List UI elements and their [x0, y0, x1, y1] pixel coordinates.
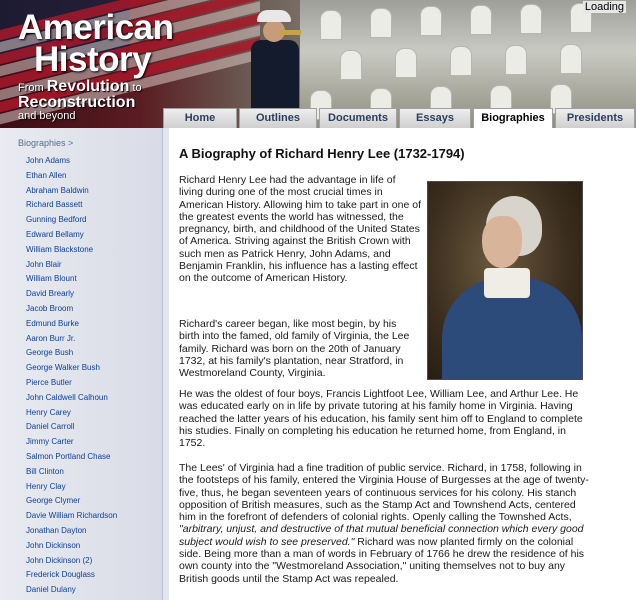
sidebar-item-gunning-bedford[interactable]: Gunning Bedford: [26, 215, 87, 225]
sidebar-item-george-bush[interactable]: George Bush: [26, 348, 74, 358]
tab-documents[interactable]: Documents: [319, 108, 397, 128]
richard-henry-lee-portrait: [427, 181, 583, 380]
gravestone: [520, 4, 542, 34]
paragraph-intro: Richard Henry Lee had the advantage in life of living during one of the most crucial times in American History. Allowing him to take part in one of the greatest events the world has witnessed, the pregnancy, birth, and childhood of the United States of America. Striving against the British Crown with such men as Patrick Henry, John Adams, and Benjamin Franklin, his influence has a lasting effect on the outcome of American History.: [179, 174, 421, 285]
loading-indicator: Loading: [584, 1, 624, 13]
paragraph-public-service: [179, 462, 595, 585]
sidebar-item-frederick-douglass[interactable]: Frederick Douglass: [26, 570, 95, 580]
sidebar-item-george-clymer[interactable]: George Clymer: [26, 496, 81, 506]
sidebar-item-henry-carey[interactable]: Henry Carey: [26, 407, 71, 417]
gravestone: [420, 6, 442, 36]
paragraph-education: He was the oldest of four boys, Francis Lightfoot Lee, William Lee, and Arthur Lee. He was educated early on in life by private tutoring at his family home in Virginia. Having reached the latter years of his education, his family sent him off to England to complete his studies. Finally on completing his education he returned home, from England, in 1752.: [179, 388, 583, 450]
sidebar-item-john-dickinson[interactable]: John Dickinson: [26, 540, 81, 550]
sidebar-item-john-dickinson-2[interactable]: John Dickinson (2): [26, 555, 93, 565]
townshend-quote: "arbitrary, unjust, and destructive of that mutual beneficial connection which every good subject would wish to see preserved.": [179, 523, 584, 548]
sidebar-item-jacob-broom[interactable]: Jacob Broom: [26, 303, 74, 313]
sidebar-item-pierce-butler[interactable]: Pierce Butler: [26, 377, 72, 387]
site-title-line2: History: [34, 40, 152, 79]
sidebar-item-jimmy-carter[interactable]: Jimmy Carter: [26, 437, 74, 447]
sidebar-item-george-walker-bush[interactable]: George Walker Bush: [26, 363, 100, 373]
main-content: [163, 128, 636, 600]
paragraph-early-life: Richard's career began, like most begin, by his birth into the famed, old family of Virginia, the Lee family. Richard was born on the 20th of January 1732, at his family's plantation, near Stratford, in Westmoreland County, Virginia.: [179, 318, 410, 380]
gravestone: [505, 45, 527, 75]
sidebar-item-bill-clinton[interactable]: Bill Clinton: [26, 466, 64, 476]
subtitle-beyond: and beyond: [18, 110, 76, 122]
gravestone: [450, 46, 472, 76]
sidebar-item-david-brearly[interactable]: David Brearly: [26, 289, 75, 299]
sidebar-item-salmon-portland-chase[interactable]: Salmon Portland Chase: [26, 451, 111, 461]
subtitle-revolution: Revolution: [46, 78, 130, 95]
page-title: A Biography of Richard Henry Lee (1732-1794): [179, 146, 465, 161]
sidebar-item-ethan-allen[interactable]: Ethan Allen: [26, 170, 67, 180]
sidebar-item-john-adams[interactable]: John Adams: [26, 156, 71, 165]
tab-outlines[interactable]: Outlines: [239, 108, 317, 128]
sidebar-item-john-caldwell-calhoun[interactable]: John Caldwell Calhoun: [26, 392, 108, 402]
tab-home[interactable]: Home: [163, 108, 237, 128]
sidebar-item-richard-bassett[interactable]: Richard Bassett: [26, 200, 83, 210]
sidebar-item-william-blount[interactable]: William Blount: [26, 274, 77, 284]
portrait-face: [482, 216, 522, 268]
sidebar-item-henry-clay[interactable]: Henry Clay: [26, 481, 66, 491]
breadcrumb[interactable]: Biographies >: [18, 138, 74, 148]
biographies-sidebar: [0, 128, 163, 600]
subtitle-reconstruction: Reconstruction: [18, 94, 136, 111]
main-nav: [163, 108, 636, 128]
portrait-collar: [484, 268, 530, 298]
gravestone: [560, 44, 582, 74]
tab-essays[interactable]: Essays: [399, 108, 471, 128]
biography-list: [26, 154, 117, 598]
sidebar-item-aaron-burr[interactable]: Aaron Burr Jr.: [26, 333, 76, 343]
sidebar-item-john-blair[interactable]: John Blair: [26, 259, 62, 269]
sidebar-item-abraham-baldwin[interactable]: Abraham Baldwin: [26, 185, 89, 195]
sidebar-item-davie-william-richardson[interactable]: Davie William Richardson: [26, 511, 118, 521]
sidebar-item-daniel-dulany[interactable]: Daniel Dulany: [26, 585, 76, 595]
subtitle-from: From: [18, 82, 44, 94]
gravestone: [340, 50, 362, 80]
tab-biographies[interactable]: Biographies: [473, 108, 553, 130]
public-service-text-start: The Lees' of Virginia had a fine tradition of public service. Richard, in 1758, following in the footsteps of his family, entered the Virginia House of Burgesses at the age of twenty-five, thus, he began seventeen years of continuous services for his colony. His stanch opposition of British measures, such as the Stamp Act and Townshend Acts, centered him in the forefront of defenders of colonial rights. Openly calling the Townshed Acts,: [179, 462, 589, 524]
public-service-text-end: Richard was now planted firmly on the colonial side. Being more than a man of words in February of 1766 he drew the residence of his own county into the "Westmoreland Association," uniting themselves not to buy any British goods until the Stamp Act was repealed.: [179, 535, 585, 585]
gravestone: [470, 5, 492, 35]
sidebar-item-daniel-carroll[interactable]: Daniel Carroll: [26, 422, 75, 432]
bugler-cap: [257, 10, 291, 22]
gravestone: [370, 8, 392, 38]
gravestone: [320, 10, 342, 40]
sidebar-item-edward-bellamy[interactable]: Edward Bellamy: [26, 229, 84, 239]
subtitle-to: to: [132, 82, 142, 94]
tab-presidents[interactable]: Presidents: [555, 108, 635, 128]
sidebar-item-william-blackstone[interactable]: William Blackstone: [26, 244, 94, 254]
sidebar-item-edmund-burke[interactable]: Edmund Burke: [26, 318, 79, 328]
site-title-line1: American: [18, 8, 174, 47]
sidebar-item-jonathan-dayton[interactable]: Jonathan Dayton: [26, 525, 87, 535]
bugle-icon: [279, 30, 301, 35]
gravestone: [395, 48, 417, 78]
